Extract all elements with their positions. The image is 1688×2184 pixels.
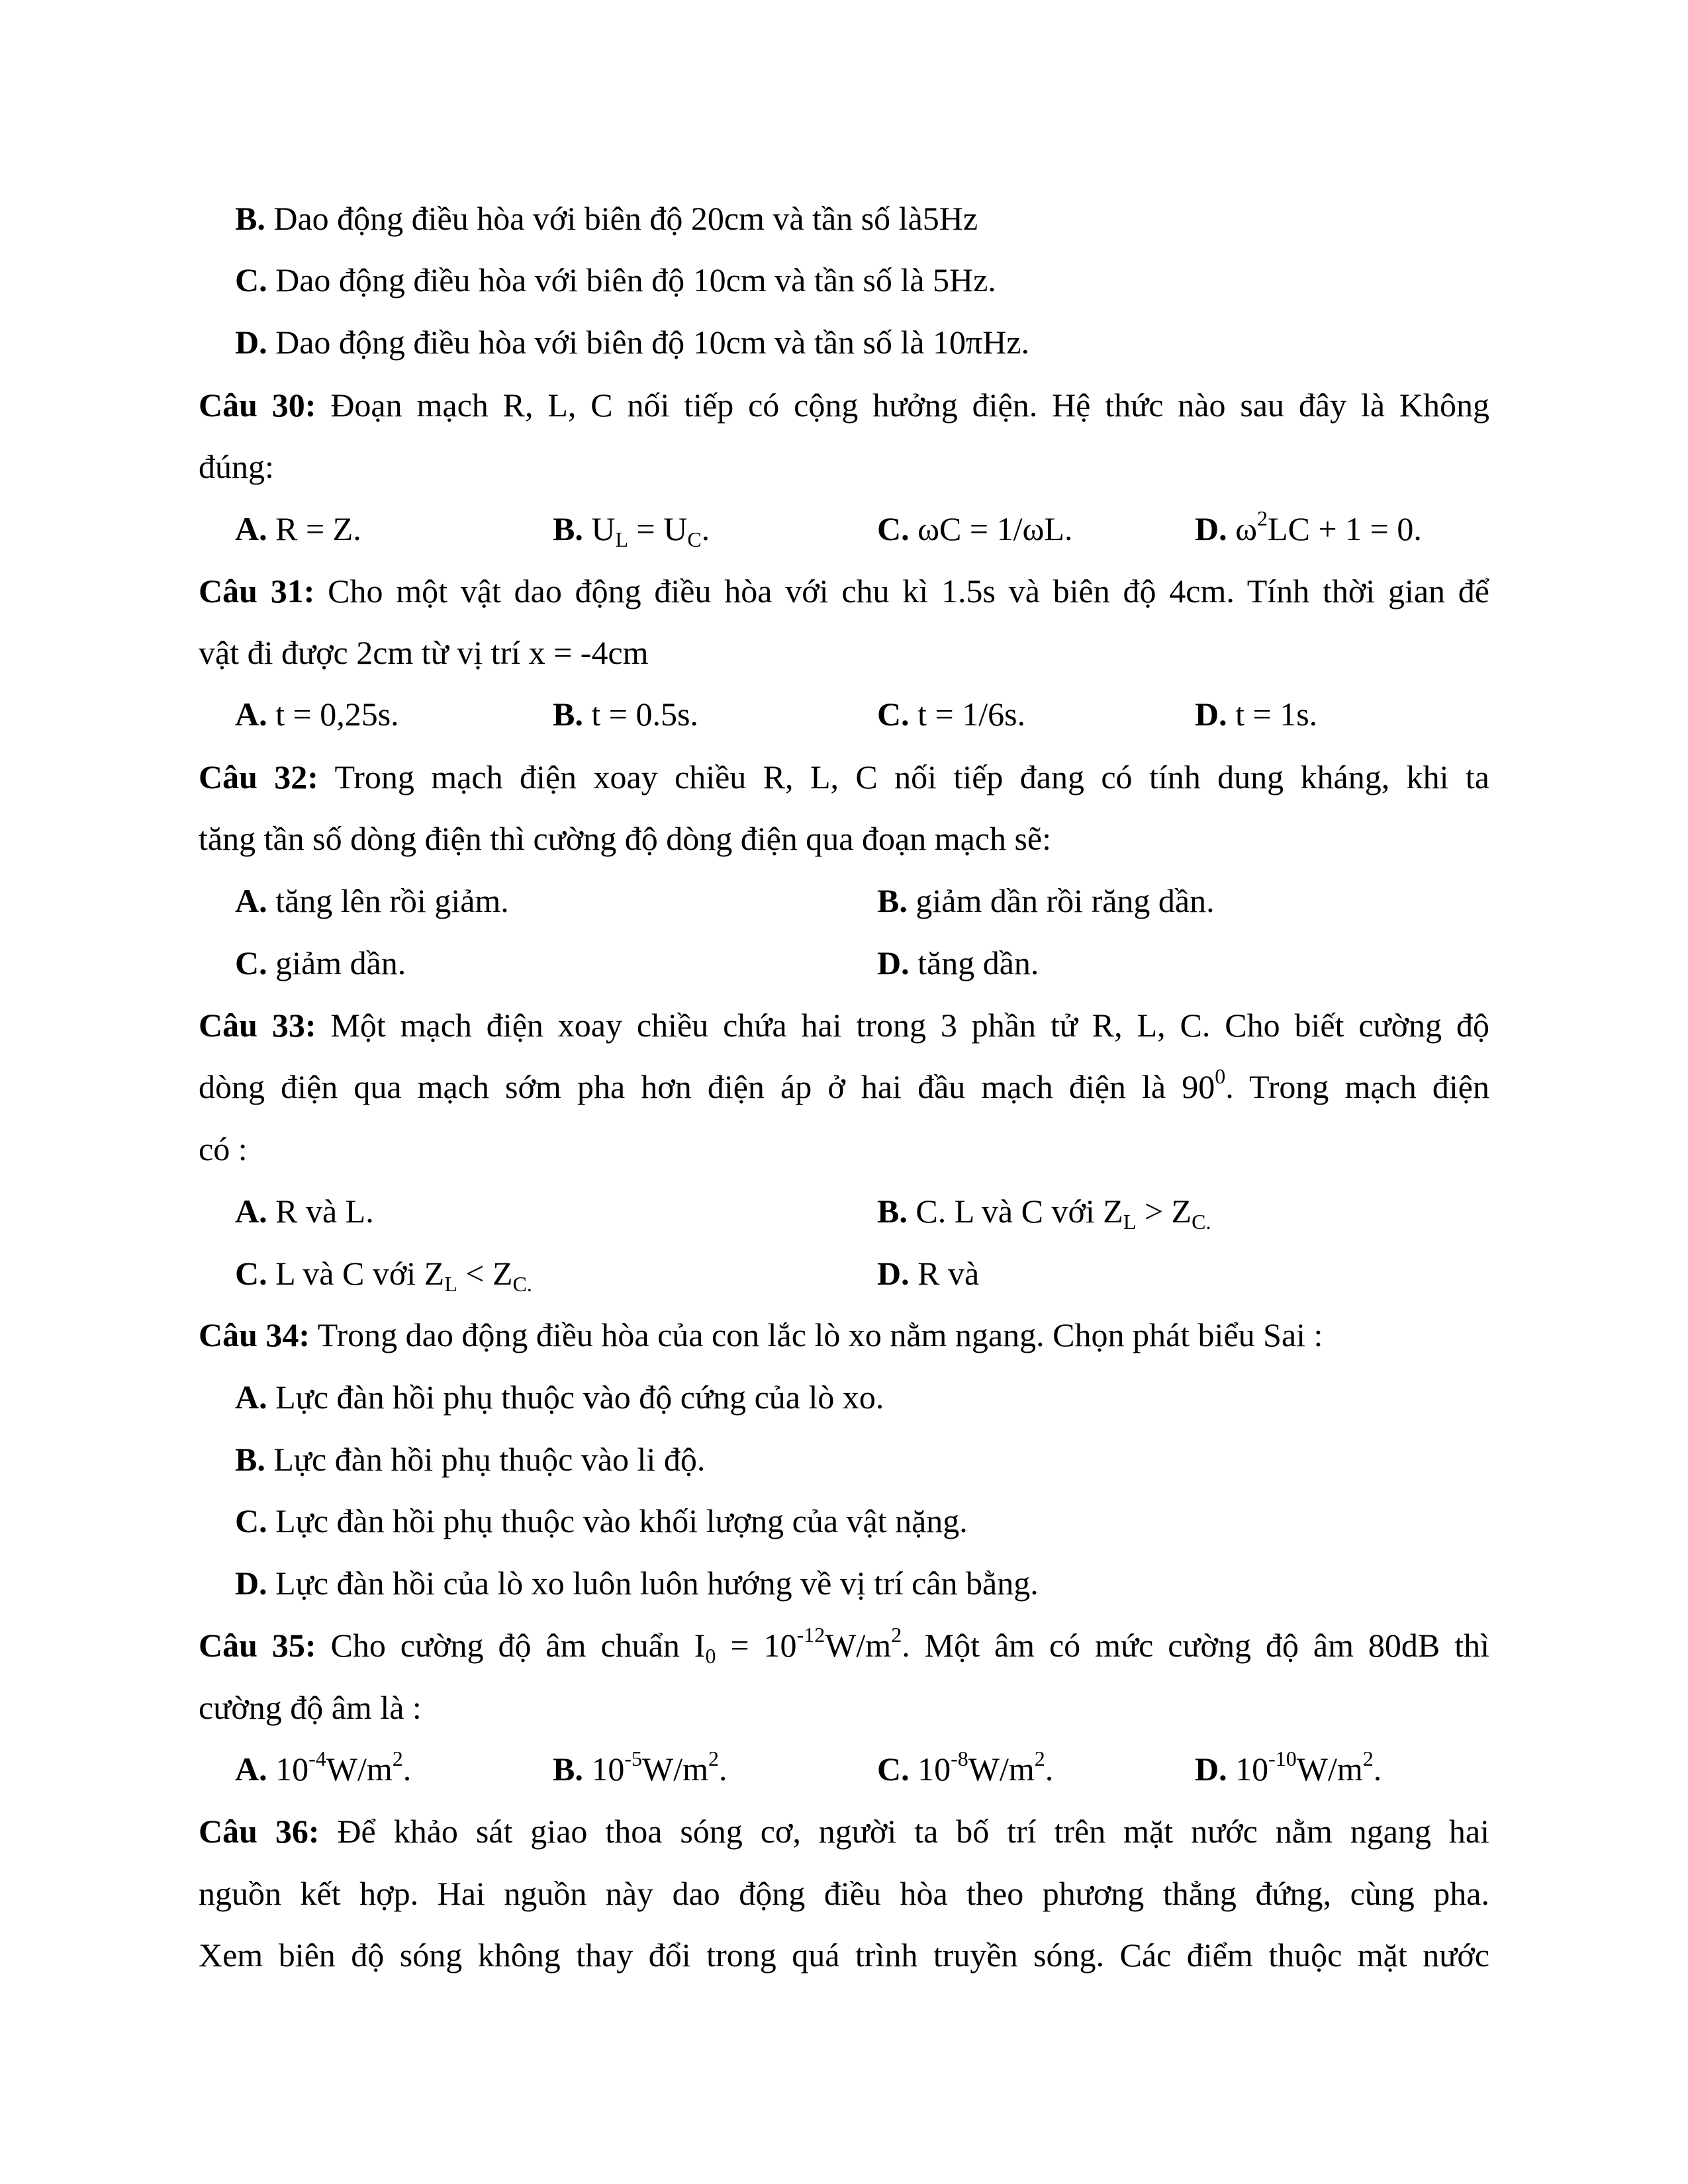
option-text: . — [719, 1751, 727, 1788]
option-label: D. — [1195, 1751, 1227, 1788]
q31-option-b — [553, 698, 698, 731]
option-text: < Z — [457, 1255, 513, 1292]
option-text: 10 — [591, 1751, 625, 1788]
option-label: C. — [235, 1502, 267, 1539]
option-text: C. L và C với Z — [915, 1193, 1123, 1230]
option-label: C. — [877, 510, 910, 547]
question-text: Một mạch điện xoay chiều chứa hai trong 3 phần tử R, L, C. Cho biết cường độ — [330, 1007, 1489, 1044]
q35-option-c — [877, 1747, 1054, 1788]
option-label: D. — [877, 1255, 910, 1292]
superscript: 2 — [708, 1747, 719, 1770]
option-label: C. — [877, 696, 910, 733]
option-label: A. — [235, 510, 267, 547]
option-label: A. — [235, 1751, 267, 1788]
q32-option-d — [877, 946, 1039, 979]
q29-option-c — [235, 263, 996, 296]
option-label: B. — [877, 1193, 908, 1230]
q34-option-a — [235, 1381, 884, 1414]
q31-option-c — [877, 698, 1025, 731]
question-text: cường độ âm là : — [199, 1689, 422, 1726]
question-text: dòng điện qua mạch sớm pha hơn điện áp ở hai đầu mạch điện là 90 — [199, 1068, 1215, 1105]
question-label: Câu 30: — [199, 387, 316, 424]
q32-option-a — [235, 884, 509, 917]
option-text: . — [701, 510, 710, 547]
q36-stem-line1 — [199, 1815, 1489, 1848]
question-label: Câu 32: — [199, 758, 318, 796]
q33-option-c — [235, 1255, 532, 1296]
q30-option-c — [877, 512, 1072, 545]
option-text: > Z — [1136, 1193, 1192, 1230]
question-text: . Một âm có mức cường độ âm 80dB thì — [902, 1627, 1490, 1664]
option-label: D. — [235, 1565, 267, 1602]
question-text: tăng tần số dòng điện thì cường độ dòng điện qua đoạn mạch sẽ: — [199, 820, 1052, 857]
q35-option-d — [1195, 1747, 1382, 1788]
option-text: W/m — [642, 1751, 708, 1788]
superscript: 2 — [891, 1623, 902, 1647]
option-label: B. — [553, 696, 583, 733]
superscript: 2 — [1034, 1747, 1045, 1770]
option-text: R và — [917, 1255, 980, 1292]
option-text: W/m — [1296, 1751, 1363, 1788]
q29-option-b — [235, 202, 978, 235]
q29-option-d — [235, 326, 1029, 359]
question-label: Câu 31: — [199, 572, 315, 610]
superscript: 2 — [392, 1747, 403, 1770]
option-text: t = 0,25s. — [275, 696, 399, 733]
question-text: W/m — [825, 1627, 892, 1664]
option-text: . — [1045, 1751, 1054, 1788]
superscript: -10 — [1268, 1747, 1297, 1770]
subscript: L — [615, 527, 629, 551]
option-text: Dao động điều hòa với biên độ 10cm và tần số là 10πHz. — [275, 324, 1030, 361]
option-label: D. — [1195, 696, 1227, 733]
question-text: . Trong mạch điện — [1225, 1068, 1489, 1105]
option-label: C. — [235, 944, 267, 981]
q30-option-a — [235, 512, 361, 545]
option-label: B. — [553, 510, 583, 547]
option-text: 10 — [917, 1751, 951, 1788]
q31-stem-line2 — [199, 636, 649, 669]
option-label: B. — [235, 200, 265, 237]
option-text: Dao động điều hòa với biên độ 10cm và tần số là 5Hz. — [275, 261, 996, 298]
option-text: giảm dần. — [275, 944, 406, 981]
q33-option-b — [877, 1193, 1211, 1234]
superscript: 2 — [1362, 1747, 1374, 1770]
option-label: A. — [235, 1193, 267, 1230]
superscript: -5 — [624, 1747, 643, 1770]
option-label: B. — [235, 1441, 265, 1478]
option-text: 10 — [275, 1751, 309, 1788]
option-text: R = Z. — [275, 510, 361, 547]
option-label: B. — [877, 882, 908, 919]
option-text: Lực đàn hồi phụ thuộc vào li độ. — [273, 1441, 706, 1478]
option-text: LC + 1 = 0. — [1268, 510, 1422, 547]
question-text: Trong mạch điện xoay chiều R, L, C nối tiếp đang có tính dung kháng, khi ta — [334, 758, 1489, 796]
question-text: nguồn kết hợp. Hai nguồn này dao động điều hòa theo phương thẳng đứng, cùng pha. — [199, 1875, 1489, 1912]
question-text: vật đi được 2cm từ vị trí x = -4cm — [199, 634, 649, 671]
question-text: có : — [199, 1130, 248, 1167]
q35-option-b — [553, 1747, 727, 1788]
subscript: L — [1123, 1210, 1137, 1234]
option-label: A. — [235, 696, 267, 733]
q34-option-d — [235, 1567, 1039, 1600]
option-label: D. — [235, 324, 267, 361]
option-label: D. — [877, 944, 910, 981]
question-label: Câu 36: — [199, 1813, 320, 1850]
q33-option-a — [235, 1195, 374, 1228]
option-text: t = 0.5s. — [591, 696, 698, 733]
option-label: A. — [235, 882, 267, 919]
subscript: L — [444, 1272, 457, 1296]
option-text: tăng dần. — [917, 944, 1039, 981]
subscript: C — [687, 527, 702, 551]
q32-option-b — [877, 884, 1215, 917]
q34-option-c — [235, 1504, 968, 1537]
option-text: = U — [628, 510, 688, 547]
q34-stem-line1 — [199, 1318, 1323, 1351]
question-text: đúng: — [199, 448, 274, 485]
superscript: -4 — [308, 1747, 326, 1770]
q33-stem-line3 — [199, 1132, 248, 1165]
question-label: Câu 35: — [199, 1627, 316, 1664]
question-text: Cho cường độ âm chuẩn I — [330, 1627, 706, 1664]
question-text: Xem biên độ sóng không thay đổi trong quá trình truyền sóng. Các điểm thuộc mặt nước — [199, 1936, 1489, 1974]
option-text: Lực đàn hồi phụ thuộc vào khối lượng của vật nặng. — [275, 1502, 968, 1539]
question-text: = 10 — [716, 1627, 797, 1664]
option-label: C. — [235, 1255, 267, 1292]
option-label: C. — [235, 261, 267, 298]
q36-stem-line2 — [199, 1877, 1489, 1910]
option-label: C. — [877, 1751, 910, 1788]
q32-stem-line1 — [199, 760, 1489, 794]
q30-stem-line2 — [199, 450, 274, 483]
q36-stem-line3 — [199, 1938, 1489, 1972]
q31-option-a — [235, 698, 399, 731]
q33-stem-line1 — [199, 1009, 1489, 1042]
option-text: t = 1/6s. — [917, 696, 1026, 733]
question-label: Câu 33: — [199, 1007, 316, 1044]
question-text: Đoạn mạch R, L, C nối tiếp có cộng hưởng điện. Hệ thức nào sau đây là Không — [330, 387, 1489, 424]
option-text: R và L. — [275, 1193, 374, 1230]
q31-option-d — [1195, 698, 1317, 731]
question-text: Cho một vật dao động điều hòa với chu kì 1.5s và biên độ 4cm. Tính thời gian để — [328, 572, 1489, 610]
q32-option-c — [235, 946, 406, 979]
option-text: . — [1373, 1751, 1382, 1788]
subscript: C. — [1192, 1210, 1211, 1234]
option-text: W/m — [968, 1751, 1035, 1788]
q33-stem-line2 — [199, 1064, 1489, 1105]
option-text: 10 — [1235, 1751, 1269, 1788]
q33-option-d — [877, 1257, 979, 1290]
superscript: 2 — [1257, 506, 1268, 530]
option-label: A. — [235, 1379, 267, 1416]
option-text: . — [402, 1751, 412, 1788]
q35-option-a — [235, 1747, 412, 1788]
option-text: Dao động điều hòa với biên độ 20cm và tần số là5Hz — [273, 200, 978, 237]
option-text: ωC = 1/ωL. — [917, 510, 1073, 547]
option-label: B. — [553, 1751, 583, 1788]
option-text: tăng lên rồi giảm. — [275, 882, 509, 919]
option-text: t = 1s. — [1235, 696, 1318, 733]
option-text: U — [591, 510, 616, 547]
subscript: 0 — [705, 1644, 716, 1668]
question-text: Trong dao động điều hòa của con lắc lò xo nằm ngang. Chọn phát biểu Sai : — [317, 1316, 1323, 1353]
q35-stem-line2 — [199, 1691, 422, 1724]
option-text: giảm dần rồi răng dần. — [915, 882, 1215, 919]
superscript: -8 — [951, 1747, 968, 1770]
superscript: -12 — [796, 1623, 825, 1647]
q35-stem-line1 — [199, 1623, 1490, 1668]
option-text: L và C với Z — [275, 1255, 445, 1292]
superscript: 0 — [1215, 1064, 1226, 1088]
q30-option-b — [553, 510, 710, 551]
option-text: W/m — [326, 1751, 393, 1788]
subscript: C. — [512, 1272, 532, 1296]
option-text: ω — [1235, 510, 1258, 547]
q34-option-b — [235, 1443, 705, 1476]
option-text: Lực đàn hồi phụ thuộc vào độ cứng của lò xo. — [275, 1379, 884, 1416]
option-text: Lực đàn hồi của lò xo luôn luôn hướng về vị trí cân bằng. — [275, 1565, 1039, 1602]
question-label: Câu 34: — [199, 1316, 310, 1353]
q32-stem-line2 — [199, 822, 1051, 855]
option-label: D. — [1195, 510, 1227, 547]
q30-stem-line1 — [199, 388, 1489, 422]
question-text: Để khảo sát giao thoa sóng cơ, người ta bố trí trên mặt nước nằm ngang hai — [337, 1813, 1489, 1850]
q31-stem-line1 — [199, 574, 1489, 608]
q30-option-d — [1195, 506, 1422, 547]
